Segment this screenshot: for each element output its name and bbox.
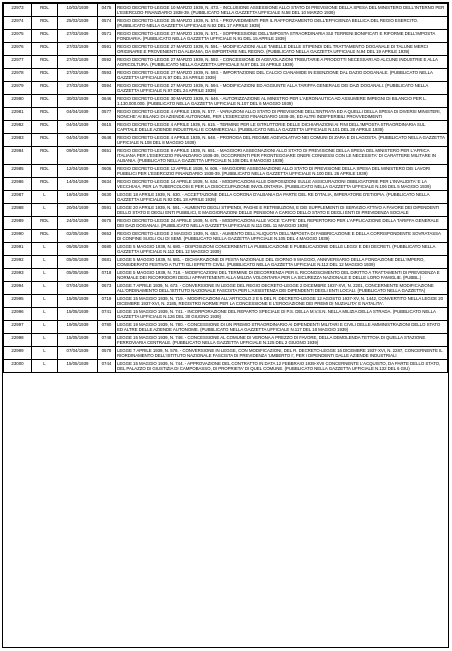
row-number: 22973: [4, 4, 32, 17]
act-date: 15/05/1939: [58, 308, 98, 321]
act-date: 05/05/1939: [58, 243, 98, 256]
act-page: 0593: [98, 69, 116, 82]
act-description: REGIO DECRETO-LEGGE 27 MARZO 1939, N. 593. - IMPORTAZIONE DEL CALCIO CIANAMIDE IN ESENZIONE DAL DAZIO DOGANALE. (PUBBLICATO NELLA GAZZETTA UFFICIALE N.97 DEL 24 APRILE 1939): [116, 69, 448, 82]
act-type: RDL: [32, 17, 58, 30]
row-number: 22999: [4, 347, 32, 360]
table-row: [4, 321, 448, 334]
act-page: 0681: [98, 256, 116, 269]
act-date: 30/03/1939: [58, 95, 98, 108]
act-page: 0571: [98, 30, 116, 43]
act-type: RDL: [32, 178, 58, 191]
decree-table-body: [4, 4, 448, 373]
table-row: [4, 30, 448, 43]
act-page: 0646: [98, 95, 116, 108]
act-date: 07/04/1939: [58, 347, 98, 360]
act-type: RDL: [32, 43, 58, 56]
act-description: REGIO DECRETO-LEGGE 2 MAGGIO 1939, N. 653. - AUMENTO DELL'ALIQUOTA DELL'IMPOSTA DI FABBRICAZIONE E DELLA CORRISPONDENTE SOVRATASSA DI CONFINE SUGLI OLI DI SEMI. (PUBBLICATO NELLA GAZZETTA UFFICIALE N.105 DEL 4 MAGGIO 1939): [116, 230, 448, 243]
act-page: 0591: [98, 43, 116, 56]
act-page: 0718: [98, 269, 116, 282]
table-row: [4, 17, 448, 30]
act-date: 27/03/1939: [58, 82, 98, 95]
act-type: L: [32, 321, 58, 334]
act-type: L: [32, 347, 58, 360]
row-number: 22993: [4, 269, 32, 282]
act-page: 0741: [98, 308, 116, 321]
act-type: RDL: [32, 108, 58, 121]
row-number: 22986: [4, 178, 32, 191]
row-number: 22981: [4, 108, 32, 121]
act-date: 02/05/1939: [58, 230, 98, 243]
row-number: 22979: [4, 82, 32, 95]
act-date: 19/05/1939: [58, 321, 98, 334]
row-number: 23000: [4, 360, 32, 373]
act-description: REGIO DECRETO-LEGGE 27 MARZO 1939, N. 594. - MODIFICAZIONI ED AGGIUNTE ALLA TARIFFA GENERALE DEI DAZI DOGANALI. (PUBBLICATO NELLA GAZZETTA UFFICIALE N.97 DEL 24 APRILE 1939): [116, 82, 448, 95]
act-type: RDL: [32, 230, 58, 243]
table-row: [4, 4, 448, 17]
act-description: LEGGE 5 MAGGIO 1939, N. 681. - DICHIARAZIONE DI FESTA NAZIONALE DEL GIORNO 9 MAGGIO, ANNIVERSARIO DELLA FONDAZIONE DELL'IMPERO, CONSIDERATO FESTIVO A TUTTI GLI EFFETTI CIVILI. (PUBBLICATO NELLA GAZZETTA UFFICIALE N.112 DEL 12 MAGGIO 1939): [116, 256, 448, 269]
act-date: 04/04/1939: [58, 134, 98, 147]
row-number: 22975: [4, 30, 32, 43]
row-number: 22998: [4, 334, 32, 347]
act-type: RDL: [32, 69, 58, 82]
act-page: 0591: [98, 204, 116, 217]
table-row: [4, 360, 448, 373]
row-number: 22996: [4, 308, 32, 321]
act-type: L: [32, 334, 58, 347]
table-row: [4, 43, 448, 56]
act-description: LEGGE 15 MAGGIO 1939, N. 748. - CONCESSIONE AL COMUNE DI VERONA A PREZZO DI FAVORE, DELLA DEMOLENDA TETTOIA DI QUELLA STAZIONE FERROVIARIA CENTRALE. (PUBBLICATO NELLA GAZZETTA UFFICIALE N.125 DEL 2 GIUGNO 1939): [116, 334, 448, 347]
act-type: L: [32, 308, 58, 321]
act-description: REGIO DECRETO-LEGGE 24 APRILE 1939, N. 675. - MODIFICAZIONI ALLE VOCE 'CAFFE' DEL REPERTORIO PER L'APPLICAZIONE DELLA TARIFFA GENERALE DEI DAZI DOGANALI. (PUBBLICATO NELLA GAZZETTA UFFICIALE N.111 DEL 11 MAGGIO 1939): [116, 217, 448, 230]
act-page: 0615: [98, 121, 116, 134]
table-row: [4, 334, 448, 347]
act-type: L: [32, 360, 58, 373]
row-number: 22997: [4, 321, 32, 334]
row-number: 22983: [4, 134, 32, 147]
act-type: RDL: [32, 147, 58, 165]
act-date: 15/05/1939: [58, 295, 98, 308]
act-type: L: [32, 282, 58, 295]
act-type: RDL: [32, 82, 58, 95]
row-number: 22990: [4, 230, 32, 243]
row-number: 22987: [4, 191, 32, 204]
act-page: 0748: [98, 334, 116, 347]
act-date: 18/04/1939: [58, 191, 98, 204]
act-type: RDL: [32, 217, 58, 230]
row-number: 22992: [4, 256, 32, 269]
act-date: 24/04/1939: [58, 217, 98, 230]
act-page: 0780: [98, 321, 116, 334]
table-row: [4, 282, 448, 295]
act-page: 0574: [98, 17, 116, 30]
act-page: 0680: [98, 243, 116, 256]
row-number: 22978: [4, 69, 32, 82]
act-page: 0594: [98, 82, 116, 95]
table-row: [4, 256, 448, 269]
table-row: [4, 134, 448, 147]
act-description: LEGGE 7 APRILE 1939, N. 578. - CONVERSIONE IN LEGGE, CON MODIFICAZIONI, DEL R. DECRETO-LEGGE 16 DICEMBRE 1937-XVI, N. 2287, CONCERNENTE IL RIORDINAMENTO DELL'ISTITUTO NAZIONALE FASCISTA DI PREVIDENZA 'UMBERTO I', PER I DIPENDENTI DALLE AZIENDE INDUSTRIALI: [116, 347, 448, 360]
act-description: REGIO DECRETO-LEGGE 14 APRILE 1939, N. 634. - MODIFICAZIONI ALLE DISPOSIZIONI SULLE ASSICURAZIONI OBBLIGATORIE PER L'INVALIDITA' E LA VECCHIAIA, PER LA TUBERCOLOSI E PER LA DISOCCUPAZIONE INVOLONTARIA. (PUBBLICATO NELLA GAZZETTA UFFICIALE N.106 DEL 5 MAGGIO 1939): [116, 178, 448, 191]
row-number: 22989: [4, 217, 32, 230]
act-page: 0606: [98, 165, 116, 178]
act-date: 27/03/1939: [58, 56, 98, 69]
act-description: LEGGE 19 MAGGIO 1939, N. 780. - CONCESSIONE DI UN PREMIO STRAORDINARIO AI DIPENDENTI MILITARI E CIVILI DELLE AMMINISTRAZIONI DELLO STATO ED ALTRE DELLE AZIENDE AUTONOME. (PUBBLICATO NELLA GAZZETTA UFFICIALE N.117 DEL 18 MAGGIO 1939): [116, 321, 448, 334]
act-description: LEGGE 15 MAGGIO 1939, N. 741. - INCORPORAZIONE DEL REPARTO SPECIALE DI P.S. DELLA M.V.S.N. NELLA MILIZIA DELLA STRADA. (PUBBLICATO NELLA GAZZETTA UFFICIALE N.126 DEL 30 GIUGNO 1939): [116, 308, 448, 321]
decree-table: [3, 3, 448, 373]
act-type: L: [32, 269, 58, 282]
act-type: RDL: [32, 165, 58, 178]
act-page: 0578: [98, 347, 116, 360]
act-description: REGIO DECRETO-LEGGE 30 MARZO 1939, N. 646. - AUTORIZZAZIONE AL MINISTRO PER L'AERONAUTICA AD ASSUMERE IMPEGNI DI BILANCIO PER L. 1.130.000.000. (PUBBLICATO NELLA GAZZETTA UFFICIALE N.107 DEL 6 MAGGIO 1939): [116, 95, 448, 108]
act-description: LEGGE 7 APRILE 1939, N. 673. - CONVERSIONE IN LEGGE DEL REGIO DECRETO-LEGGE 2 DICEMBRE 1937-XVI, N. 2201, CONCERNENTE MODIFICAZIONE ALL'ORDINAMENTO DELL'ISTITUTO NAZIONALE FASCISTA PER L'ASSISTENZA DEI DIPENDENTI DEGLI ENTI LOCALI. (PUBBLICATO NELLA GAZZETTA): [116, 282, 448, 295]
row-number: 22980: [4, 95, 32, 108]
act-description: REGIO DECRETO-LEGGE 10 MARZO 1939, N. 473. - INCLUSIONE ASSESSIONE ALLO STATO DI PREVISIONE DELLA SPESA DEL MINISTERO DELL'INTERNO PER L'ESERCIZIO FINANZIARIO 1938-39. (PUBBLICATO NELLA GAZZETTA UFFICIALE N.58 DEL 10 MARZO 1939): [116, 4, 448, 17]
act-description: REGIO DECRETO-LEGGE 4 APRILE 1939, N. 577. - VARIAZIONI ALLO STATO DI PREVISIONE DELL'ENTRATA ED A QUELLI DELLA SPESA DI DIVERSI MINISTERI, NONCHE' AI BILANCI DI AZIENDE AUTONOME, PER L'ESERCIZIO FINANZIARIO 1938-39, ED ALTRI INDIFFERIBILI PROVVEDIMENTI: [116, 108, 448, 121]
act-description: LEGGE 20 APRILE 1939, N. 591. - AUMENTO DEGLI STIPENDI, PAGHE E RETRIBUZIONI, E DEI SUPPLEMENTI DI SERVIZIO ATTIVO A FAVORE DEI DIPENDENTI DELLO STATO E DEGLI ENTI PUBBLICI, E MAGGIORAZIONI DELLE PENSIONI A CARICO DELLO STATO E DEGLI ENTI DI PREVIDENZA SOCIALE: [116, 204, 448, 217]
act-page: 0648: [98, 134, 116, 147]
act-type: RDL: [32, 56, 58, 69]
act-description: REGIO DECRETO-LEGGE 4 APRILE 1939, N. 648. - PROROGA DEL REGIME AGEVOLATIVO NEI COMUNI DI ZARA E DI LAGOSTA. (PUBBLICATO NELLA GAZZETTA UFFICIALE N.108 DEL 8 MAGGIO 1939): [116, 134, 448, 147]
act-date: 14/04/1939: [58, 178, 98, 191]
table-row: [4, 165, 448, 178]
act-page: 0592: [98, 56, 116, 69]
act-date: 04/04/1939: [58, 108, 98, 121]
act-page: 0630: [98, 191, 116, 204]
row-number: 22985: [4, 165, 32, 178]
act-page: 0675: [98, 217, 116, 230]
act-date: 27/03/1939: [58, 30, 98, 43]
row-number: 22991: [4, 243, 32, 256]
table-row: [4, 82, 448, 95]
act-type: L: [32, 295, 58, 308]
act-description: LEGGE 5 MAGGIO 1939, N. 680. - DISPOSIZIONI CONCERNENTI LA PUBBLICAZIONE E PUBBLICAZIONE DELLE LEGGI E DEI DECRETI. (PUBBLICATO NELLA GAZZETTA UFFICIALE N.112 DEL 12 MAGGIO 1939): [116, 243, 448, 256]
act-description: LEGGE 15 MAGGIO 1939, N. 719. - MODIFICAZIONI ALL'ARTICOLO 2 E 5 DEL R. DECRETO-LEGGE 12 AGOSTO 1937-XV, N. 1442, CONVERTITO NELLA LEGGE 20 DICEMBRE 1937-XVI, N. 2185, REGISTRO NORME PER LA CONCESSIONE E L'EROGAZIONE DEI PREMI DI NUZIALITA' E NATALITA'.: [116, 295, 448, 308]
register-sheet: [2, 2, 449, 648]
act-description: REGIO DECRETO-LEGGE 27 MARZO 1939, N. 592. - CONCESSIONE DI AGEVOLAZIONI TRIBUTARIE A PRODOTTI NECESSARI AD ALCUNE INDUSTRIE E ALLA AGRICOLTURA. (PUBBLICATO NELLA GAZZETTA UFFICIALE N.97 DEL 24 APRILE 1939): [116, 56, 448, 69]
act-page: 0577: [98, 108, 116, 121]
act-date: 09/04/1939: [58, 147, 98, 165]
act-page: 0651: [98, 147, 116, 165]
act-date: 20/04/1939: [58, 204, 98, 217]
act-date: 15/05/1939: [58, 360, 98, 373]
table-row: [4, 243, 448, 256]
act-type: RDL: [32, 121, 58, 134]
act-type: RDL: [32, 134, 58, 147]
table-row: [4, 178, 448, 191]
table-row: [4, 308, 448, 321]
act-description: REGIO DECRETO-LEGGE 27 MARZO 1939, N. 591. - MODIFICAZIONI ALLE TABELLE DELLE STIPENDI DEL TRATTAMENTO DOGANALE DI TALUNE MERCI ORIGINARIE E PROVENIENTI DA ALBANIA, DA IMPORTARE NEL REGNO. (PUBBLICATO NELLA GAZZETTA UFFICIALE N.94 DEL 19 APRILE 1939): [116, 43, 448, 56]
act-page: 0475: [98, 4, 116, 17]
act-type: RDL: [32, 30, 58, 43]
act-page: 0634: [98, 178, 116, 191]
act-description: REGIO DECRETO-LEGGE 27 MARZO 1939, N. 571. - SOPPRESSIONE DELL'IMPOSTA STRAORDINARIA SUI TERRENI BONIFICATI E RIFORME DELL'IMPOSTA FONDIARIA. (PUBBLICATO NELLA GAZZETTA UFFICIALE N.91 DEL 15 APRILE 1939): [116, 30, 448, 43]
table-row: [4, 191, 448, 204]
act-date: 15/05/1939: [58, 334, 98, 347]
table-row: [4, 108, 448, 121]
act-description: REGIO DECRETO-LEGGE 25 MARZO 1939, N. 574. - PROVVEDIMENTI PER IL RAFFORZAMENTO DELL'EFFICIENZA BELLICA DEL REGIO ESERCITO. (PUBBLICATO NELLA GAZZETTA UFFICIALE N.92 DEL 17 APRILE 1939): [116, 17, 448, 30]
table-row: [4, 347, 448, 360]
table-row: [4, 217, 448, 230]
act-page: 0673: [98, 282, 116, 295]
row-number: 22988: [4, 204, 32, 217]
table-row: [4, 230, 448, 243]
act-date: 04/04/1939: [58, 121, 98, 134]
act-date: 10/03/1939: [58, 4, 98, 17]
act-description: LEGGE 18 APRILE 1939, N. 630. - ACCETTAZIONE DELLA CORONA D'ALBANIA DA PARTE DEL RE D'ITALIA, IMPERATORE D'ETIOPIA. (PUBBLICATO NELLA GAZZETTA UFFICIALE N.92 DEL 18 APRILE 1939): [116, 191, 448, 204]
act-date: 07/04/1939: [58, 282, 98, 295]
act-description: LEGGE 5 MAGGIO 1939, N. 718. - MODIFICAZIONI DEL TERMINE DI DECORRENZA PER IL RICONOSCIMENTO DEL DIRITTO A TRATTAMENTI DI PREVIDENZA E NORMALE DEI RICORRIDORI DEGLI APPARTENENTI ALLA MILIZIA VOLONTARIA PER LA SICUREZZA NAZIONALE E DELLE LORO FAMIGLIE. (PUBBL.): [116, 269, 448, 282]
act-type: L: [32, 191, 58, 204]
act-date: 12/04/1939: [58, 165, 98, 178]
act-type: L: [32, 243, 58, 256]
row-number: 22974: [4, 17, 32, 30]
act-date: 25/03/1939: [58, 17, 98, 30]
table-row: [4, 204, 448, 217]
row-number: 22995: [4, 295, 32, 308]
act-description: REGIO DECRETO-LEGGE 12 APRILE 1939, N. 606. - MAGGIORE ASSEGNAZIONE ALLO STATO DI PREVISIONE DELLA SPESA DEL MINISTERO DEI LAVORI PUBBLICI PER L'ESERCIZIO FINANZIARIO 1938-39. (PUBBLICATO NELLA GAZZETTA UFFICIALE N.100 DEL 26 APRILE 1939): [116, 165, 448, 178]
act-date: 27/03/1939: [58, 43, 98, 56]
table-row: [4, 147, 448, 165]
table-row: [4, 295, 448, 308]
act-description: LEGGE 15 MAGGIO 1939, N. 744. - APPROVAZIONE DEL CONTRATTO IN DATA 12 FEBBRAIO 1939-XVII CONCERNENTE L'ACQUISTO, DA PARTE DELLO STATO, DEL PALAZZO DI GIUSTIZIA DI CAMPOBASSO, DI PROPRIETA' DI QUEL COMUNE. (PUBBLICATO NELLA GAZZETTA UFFICIALE N.132 DEL 6 GIU): [116, 360, 448, 373]
row-number: 22976: [4, 43, 32, 56]
table-row: [4, 95, 448, 108]
act-page: 0744: [98, 360, 116, 373]
row-number: 22977: [4, 56, 32, 69]
act-description: REGIO DECRETO-LEGGE 9 APRILE 1939, N. 651. - MAGGIORI ASSEGNAZIONI ALLO STATO DI PREVISIONE DELLA SPESA DEL MINISTERO PER L'AFRICA ITALIANA PER L'ESERCIZIO FINANZIARIO 1938-39, OCCORRENTI PER FRONTEGGIARE ONERI CONNESSI CON LE NECESSITA' DI CARATTERE MILITARE IN ALBANIA. (PUBBLICATO NELLA GAZZETTA UFFICIALE N.108 DEL 8 MAGGIO 1939): [116, 147, 448, 165]
table-row: [4, 121, 448, 134]
table-row: [4, 269, 448, 282]
table-row: [4, 69, 448, 82]
act-page: 0653: [98, 230, 116, 243]
row-number: 22982: [4, 121, 32, 134]
act-date: 27/03/1939: [58, 69, 98, 82]
row-number: 22984: [4, 147, 32, 165]
act-date: 05/05/1939: [58, 269, 98, 282]
act-type: RDL: [32, 4, 58, 17]
act-date: 05/05/1939: [58, 256, 98, 269]
act-type: L: [32, 204, 58, 217]
act-type: L: [32, 256, 58, 269]
act-type: RDL: [32, 95, 58, 108]
table-row: [4, 56, 448, 69]
row-number: 22994: [4, 282, 32, 295]
act-page: 0719: [98, 295, 116, 308]
act-description: REGIO DECRETO-LEGGE 4 APRILE 1939, N. 615. - TERMINE PER LE ISTRUTTORIE DELLE DICHIARAZIONI AI FINI DELL'IMPOSTA STRAORDINARIA SUL CAPITALE DELLE AZIENDE INDUSTRIALI E COMMERCIALI. (PUBBLICATO NELLA GAZZETTA UFFICIALE N.101 DEL 28 APRILE 1939): [116, 121, 448, 134]
